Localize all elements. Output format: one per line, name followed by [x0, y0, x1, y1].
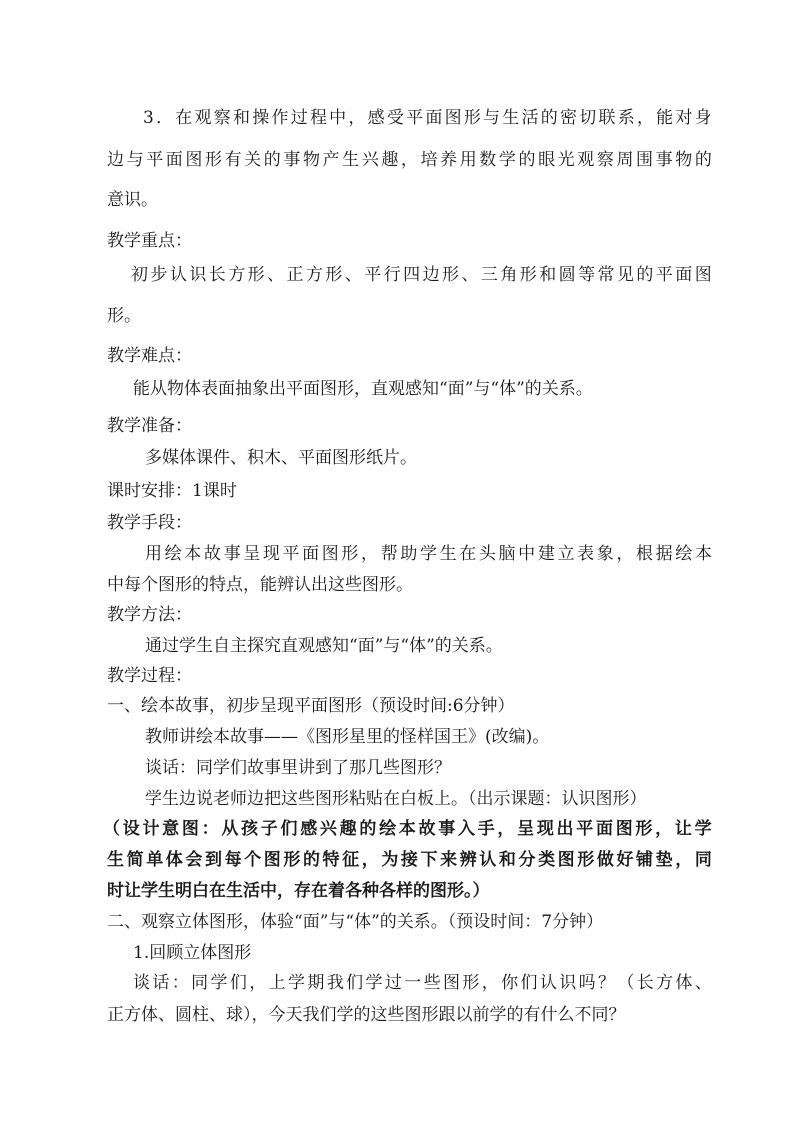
- section-1-line-3: 学生边说老师边把这些图形粘贴在白板上。（出示课题：认识图形）: [145, 789, 647, 809]
- key-points-line-2: 形。: [107, 306, 141, 326]
- section-1-line-1: 教师讲绘本故事——《图形星里的怪样国王》(改编)。: [145, 727, 550, 747]
- difficulties-text: 能从物体表面抽象出平面图形，直观感知“面”与“体”的关系。: [133, 379, 593, 399]
- design-intent-line-1: （ 设 计 意 图 ： 从 孩 子 们 感 兴 趣 的 绘 本 故 事 入 手 ， 呈 现 出 平 面 图 形 ， 让 学: [103, 819, 712, 839]
- key-points-line-1: 初 步 认 识 长 方 形 、 正 方 形 、 平 行 四 边 形 、 三 角 形 和 圆 等 常 见 的 平 面 图: [131, 265, 712, 285]
- key-points-heading: 教学重点：: [107, 231, 192, 251]
- section-2-line-1: 谈 话 ： 同 学 们 ， 上 学 期 我 们 学 过 一 些 图 形 ， 你 们 认 识 吗 ？ （ 长 方 体 、: [133, 973, 712, 993]
- schedule-text: 课时安排：1课时: [107, 481, 237, 501]
- preparation-heading: 教学准备：: [107, 416, 192, 436]
- design-intent-line-2: 生 简 单 体 会 到 每 个 图 形 的 特 征 ， 为 接 下 来 辨 认 和 分 类 图 形 做 好 铺 垫 ， 同: [107, 850, 712, 870]
- section-2-subheading: 1.回顾立体图形: [133, 943, 252, 963]
- section-2-title: 二、观察立体图形，体验“面”与“体”的关系。（预设时间：7分钟）: [107, 912, 604, 932]
- design-intent-line-3: 时让学生明白在生活中，存在着各种各样的图形。）: [107, 881, 490, 901]
- objective-3-line-2: 边 与 平 面 图 形 有 关 的 事 物 产 生 兴 趣 ， 培 养 用 数 学 的 眼 光 观 察 周 围 事 物 的: [107, 150, 712, 170]
- objective-3-line-3: 意识。: [107, 190, 158, 210]
- methods-text: 通过学生自主探究直观感知“面”与“体”的关系。: [145, 636, 503, 656]
- means-heading: 教学手段：: [107, 513, 192, 533]
- section-1-title: 一、绘本故事，初步呈现平面图形（预设时间:6分钟）: [107, 696, 515, 716]
- means-line-1: 用 绘 本 故 事 呈 现 平 面 图 形 ， 帮 助 学 生 在 头 脑 中 建 立 表 象 ， 根 据 绘 本: [145, 544, 712, 564]
- difficulties-heading: 教学难点：: [107, 346, 192, 366]
- section-2-line-2: 正方体、圆柱、球），今天我们学的这些图形跟以前学的有什么不同？: [107, 1005, 626, 1025]
- section-1-line-2: 谈话：同学们故事里讲到了那几些图形？: [145, 758, 451, 778]
- objective-3-line-1: 3 ． 在 观 察 和 操 作 过 程 中 ， 感 受 平 面 图 形 与 生 活 的 密 切 联 系 ， 能 对 身: [143, 108, 712, 128]
- means-line-2: 中每个图形的特点，能辨认出这些图形。: [107, 575, 413, 595]
- process-heading: 教学过程：: [107, 666, 192, 686]
- methods-heading: 教学方法：: [107, 605, 192, 625]
- preparation-text: 多媒体课件、积木、平面图形纸片。: [145, 448, 417, 468]
